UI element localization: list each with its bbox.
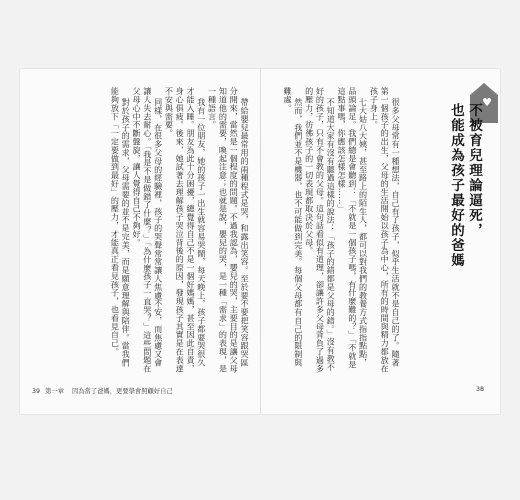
chapter-title: 因為當了爸媽，更要學會照顧好自己: [71, 388, 173, 395]
section-heading: [447, 103, 483, 323]
paragraph: 同樣，在很多父母的經驗裡，孩子的哭聲常常讓人焦慮不安，而焦慮又會讓人失去耐心。「我是不是做錯了什麼？」「為什麼孩子一直哭？」這些問題在父母心中不斷盤旋，讓人覺得自己不夠好。: [132, 87, 164, 373]
paragraph: 對於孩子的需求，父母需要的並不是完美，而是願意理解與陪伴。當我們能夠放下「一定要做到最好」的壓力，才能真正看見孩子，也看見自己。: [110, 87, 132, 368]
paragraph: 七大姑八大姨，甚至路上的陌生人，都可以對我們的教養方式指指點點，品頭論足。我們總是會聽到：「不就是一個孩子嗎，有什麼難的？」「不就是這點事嗎，你應該怎樣怎樣……」: [337, 87, 369, 369]
heart-icon: ♥: [482, 96, 492, 109]
paragraph: 我有一位朋友，她的孩子一出生就容易哭鬧，每天晚上，孩子都要哭很久才能入睡。朋友為此十分困擾，總覺得自己不是一個好媽媽，甚至因此自責，身心俱疲。後來，她試著去理解孩子哭泣背後的原因，發現孩子其實是在表達不安與需要。: [164, 87, 207, 373]
right-body-text: [275, 87, 401, 375]
paragraph: 很多父母常有一種想法，自己有了孩子，似乎生活就不是自己的了。隨著第一個孩子的出生，父母的生活開始以孩子為中心，所有的時間與精力都放在孩子身上。: [369, 87, 401, 373]
page-number: 39: [32, 388, 41, 395]
paragraph: 然而，我們並不是機器，也不可能做到完美。每個父母都有自己的限制與難處。: [283, 87, 304, 368]
paragraph: 不知道大家有沒有聽過這樣的說法：「孩子的錯都是父母的錯。」沒有教不好的孩子，只有不會教的父母。這句話看似有道理，卻讓許多父母背負了過多的壓力，彷彿孩子的一切表現都取決於父母。: [304, 87, 337, 373]
left-page: [20, 69, 260, 414]
chapter-label: 第一章: [45, 388, 64, 395]
left-footer: [32, 386, 173, 395]
paragraph: 帶給嬰兒最常用的兩種程式是哭，和露出笑容。至於要不要把笑容跟哭區分開來，當然是一個程度的問題。不過我認為，嬰兒的哭，主要目的是讓父母知道他的需要，喚起注意；也就是說，嬰兒的哭，是一種「需求」的表現，是一種語言。: [207, 87, 250, 373]
section-heading-block: [423, 87, 492, 327]
left-body-text: [34, 87, 250, 375]
heading-line: 也能成為孩子最好的爸媽: [448, 103, 464, 268]
right-page-number: 38: [475, 386, 484, 393]
heading-line: 不被育兒理論逼死，: [466, 103, 482, 238]
right-page: [261, 69, 500, 414]
book-spread: [20, 69, 500, 414]
